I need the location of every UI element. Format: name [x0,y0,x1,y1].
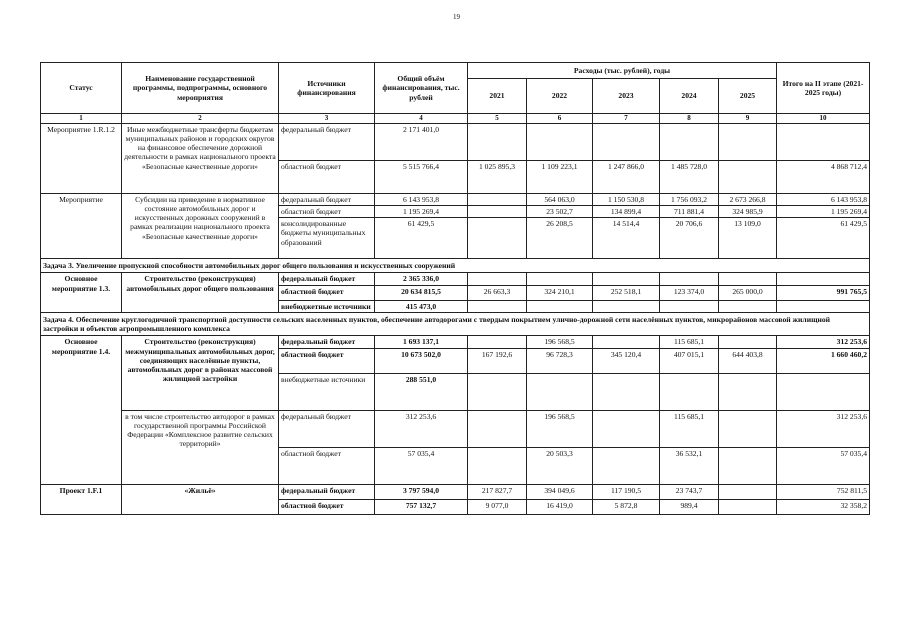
row-2022: 1 109 223,1 [527,160,593,193]
row-2025 [719,484,777,499]
row-stage-total: 61 429,5 [777,218,870,259]
row-total: 288 551,0 [375,373,468,410]
row-2024: 407 015,1 [660,348,719,373]
header-total: Общий объём финансирования, тыс. рублей [375,63,468,114]
row-2021 [468,447,527,484]
row-2024: 23 743,7 [660,484,719,499]
row-source: федеральный бюджет [279,273,375,285]
row-2025: 644 403,8 [719,348,777,373]
row-total: 2 171 401,0 [375,123,468,160]
row-2022: 324 210,1 [527,285,593,300]
table-row [41,123,870,160]
row-2025 [719,336,777,348]
row-2023 [593,273,660,285]
table-row [41,410,870,447]
table-row [41,484,870,499]
row-total: 757 132,7 [375,499,468,514]
row-2022: 23 502,7 [527,205,593,217]
row-2024: 115 685,1 [660,410,719,447]
column-index: 4 [375,114,468,124]
row-2023: 5 872,8 [593,499,660,514]
row-2024: 20 706,6 [660,218,719,259]
row-total: 61 429,5 [375,218,468,259]
header-year: 2021 [468,79,527,114]
header-expenses: Расходы (тыс. рублей), годы [468,63,777,79]
row-2023: 14 514,4 [593,218,660,259]
row-source: областной бюджет [279,160,375,193]
header-status: Статус [41,63,122,114]
column-index: 3 [279,114,375,124]
column-index: 1 [41,114,122,124]
column-index-row [41,114,870,124]
row-stage-total: 1 195 269,4 [777,205,870,217]
row-2024: 989,4 [660,499,719,514]
column-index: 10 [777,114,870,124]
row-2023 [593,300,660,312]
row-total: 57 035,4 [375,447,468,484]
header-row [41,63,870,79]
row-2023 [593,447,660,484]
row-total: 1 195 269,4 [375,205,468,217]
header-sources: Источники финансирования [279,63,375,114]
column-index: 8 [660,114,719,124]
row-2021 [468,336,527,348]
row-2025 [719,373,777,410]
row-2024 [660,300,719,312]
row-total: 6 143 953,8 [375,193,468,205]
row-2025: 13 109,0 [719,218,777,259]
row-2025 [719,499,777,514]
row-2024 [660,123,719,160]
row-stage-total [777,123,870,160]
row-2025: 324 985,9 [719,205,777,217]
row-2025 [719,447,777,484]
row-source: областной бюджет [279,348,375,373]
row-2025: 2 673 266,8 [719,193,777,205]
row-2021: 26 663,3 [468,285,527,300]
row-source: областной бюджет [279,285,375,300]
row-2021 [468,205,527,217]
row-total: 3 797 594,0 [375,484,468,499]
row-2025 [719,300,777,312]
row-source: федеральный бюджет [279,193,375,205]
row-2022: 16 419,0 [527,499,593,514]
row-source: консолидированные бюджеты муниципальных образований [279,218,375,259]
row-2024 [660,373,719,410]
task-row [41,259,870,273]
row-2022 [527,300,593,312]
row-2025 [719,160,777,193]
row-source: федеральный бюджет [279,336,375,348]
row-2023 [593,410,660,447]
task-4-heading: Задача 4. Обеспечение круглогодичной транспортной доступности сельских населенных пунктов, обеспечение автодорогами с твердым покрытием улично-дорожной сети населённых пунктов, микрорайонов массовой жилищной застройки и объектов агропромышленного комплекса [41,312,870,336]
row-2025 [719,273,777,285]
column-index: 9 [719,114,777,124]
row-2021 [468,300,527,312]
row-2025 [719,123,777,160]
task-3-heading: Задача 3. Увеличение пропускной способности автомобильных дорог общего пользования и искусственных сооружений [41,259,870,273]
row-2024: 1 485 728,0 [660,160,719,193]
row-source: областной бюджет [279,205,375,217]
row-2023: 252 518,1 [593,285,660,300]
row-stage-total: 312 253,6 [777,336,870,348]
row-stage-total: 32 358,2 [777,499,870,514]
row-total: 1 693 137,1 [375,336,468,348]
row-2022: 394 049,6 [527,484,593,499]
row-source: областной бюджет [279,447,375,484]
row-2022 [527,123,593,160]
row-stage-total: 57 035,4 [777,447,870,484]
row-total: 312 253,6 [375,410,468,447]
row-2022: 564 063,0 [527,193,593,205]
row-program-name: «Жильё» [122,484,279,514]
financing-table [40,62,870,515]
row-2022 [527,273,593,285]
row-2025: 265 000,0 [719,285,777,300]
row-total: 415 473,0 [375,300,468,312]
row-status: Основное мероприятие 1.4. [41,336,122,484]
row-2021: 9 077,0 [468,499,527,514]
row-stage-total [777,373,870,410]
row-2021 [468,193,527,205]
header-year: 2025 [719,79,777,114]
row-program-name: Иные межбюджетные трансферты бюджетам муниципальных районов и городских округов на финансовое обеспечение дорожной деятельности в рамках национального проекта «Безопасные качественные дороги» [122,123,279,193]
row-status: Мероприятие [41,193,122,259]
row-2022: 26 208,5 [527,218,593,259]
row-stage-total: 1 660 460,2 [777,348,870,373]
row-stage-total: 6 143 953,8 [777,193,870,205]
row-2023: 345 120,4 [593,348,660,373]
row-status: Мероприятие 1.R.1.2 [41,123,122,193]
row-2024 [660,273,719,285]
row-2021 [468,373,527,410]
row-2023 [593,336,660,348]
column-index: 5 [468,114,527,124]
row-2023 [593,123,660,160]
table-row [41,193,870,205]
header-year: 2022 [527,79,593,114]
row-program-name: Субсидии на приведение в нормативное состояние автомобильных дорог и искусственных дорожных сооружений в рамках реализации национального проекта «Безопасные качественные дороги» [122,193,279,259]
column-index: 6 [527,114,593,124]
row-total: 10 673 502,0 [375,348,468,373]
header-program: Наименование государственной программы, подпрограммы, основного мероприятия [122,63,279,114]
row-total: 2 365 336,0 [375,273,468,285]
row-2023: 134 899,4 [593,205,660,217]
row-2023: 1 247 866,0 [593,160,660,193]
header-year: 2024 [660,79,719,114]
row-2021 [468,273,527,285]
row-2022: 196 568,5 [527,336,593,348]
row-stage-total: 4 868 712,4 [777,160,870,193]
row-source: федеральный бюджет [279,123,375,160]
row-stage-total [777,300,870,312]
row-status: Проект 1.F.1 [41,484,122,514]
row-stage-total [777,273,870,285]
header-year: 2023 [593,79,660,114]
row-2024: 123 374,0 [660,285,719,300]
row-2021 [468,410,527,447]
row-total: 5 515 766,4 [375,160,468,193]
column-index: 7 [593,114,660,124]
row-2021 [468,218,527,259]
row-2021 [468,123,527,160]
page-number: 19 [453,13,460,21]
row-program-name: в том числе строительство автодорог в рамках государственной программы Российской Федерации «Комплексное развитие сельских территорий» [122,410,279,484]
row-stage-total: 991 765,5 [777,285,870,300]
row-2023: 1 150 530,8 [593,193,660,205]
row-source: областной бюджет [279,499,375,514]
row-program-name: Строительство (реконструкция) автомобильных дорог общего пользования [122,273,279,313]
column-index: 2 [122,114,279,124]
row-2023: 117 190,5 [593,484,660,499]
row-2021: 217 827,7 [468,484,527,499]
row-status: Основное мероприятие 1.3. [41,273,122,313]
row-2024: 1 756 093,2 [660,193,719,205]
row-program-name: Строительство (реконструкция) межмуниципальных автомобильных дорог, соединяющих населённые пункты, автомобильных дорог в районах массовой жилищной застройки [122,336,279,410]
row-stage-total: 752 811,5 [777,484,870,499]
row-2022: 196 568,5 [527,410,593,447]
row-2024: 36 532,1 [660,447,719,484]
row-source: федеральный бюджет [279,484,375,499]
row-stage-total: 312 253,6 [777,410,870,447]
row-2021: 167 192,6 [468,348,527,373]
row-2023 [593,373,660,410]
row-2024: 115 685,1 [660,336,719,348]
table-row [41,336,870,348]
row-2022: 96 728,3 [527,348,593,373]
row-source: федеральный бюджет [279,410,375,447]
row-2025 [719,410,777,447]
row-total: 20 634 815,5 [375,285,468,300]
row-source: внебюджетные источники [279,300,375,312]
header-stage-total: Итого на II этапе (2021-2025 годы) [777,63,870,114]
table-row [41,273,870,285]
row-2021: 1 025 895,3 [468,160,527,193]
row-source: внебюджетные источники [279,373,375,410]
row-2022 [527,373,593,410]
task-row [41,312,870,336]
row-2024: 711 881,4 [660,205,719,217]
row-2022: 20 503,3 [527,447,593,484]
